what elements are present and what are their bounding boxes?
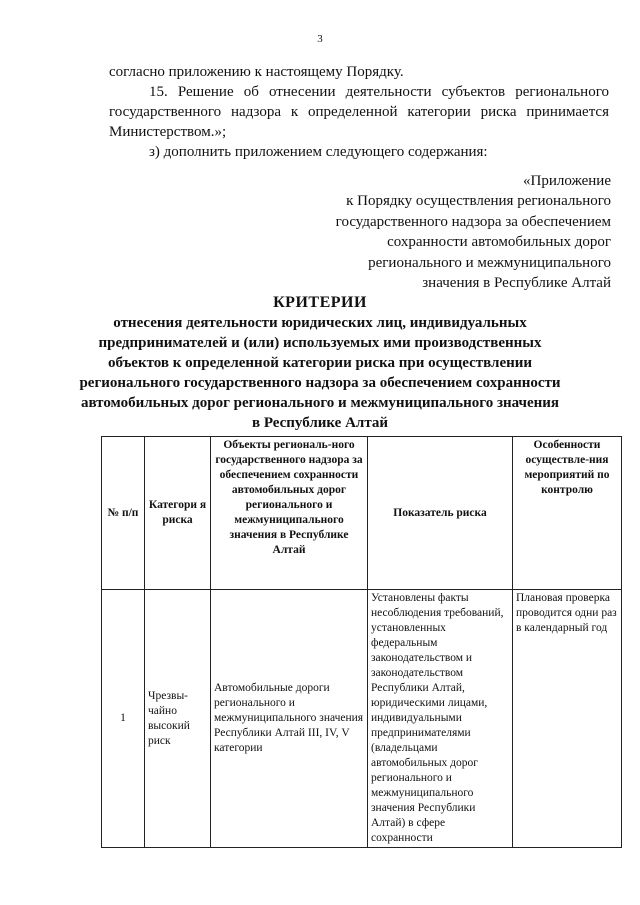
header-objects: Объекты региональ-ного государственного надзора за обеспечением сохранности автомобильных дорог регионального и межмуниципального значения в Республике Алтай <box>211 437 368 590</box>
table-header-row <box>102 437 622 590</box>
appendix-line: сохранности автомобильных дорог <box>387 234 611 251</box>
page-number: 3 <box>317 33 323 45</box>
cell-objects: Автомобильные дороги регионального и межмуниципального значения Республики Алтай III, IV, V категории <box>211 590 368 848</box>
appendix-line: к Порядку осуществления регионального <box>346 193 611 210</box>
cell-indicator: Установлены факты несоблюдения требований, установленных федеральным законодательством и законодательством Республики Алтай, юридическими лицами, индивидуальными предпринимателями (владельцами автомобильных дорог регионального и межмуниципального значения Республики Алтай) в сфере сохранности <box>368 590 513 848</box>
paragraph-15-line-2: государственного надзора к определенной категории риска принимается <box>109 104 609 120</box>
document-title <box>0 293 640 433</box>
title-line: регионального государственного надзора за обеспечением сохранности <box>79 375 561 391</box>
paragraph-item-z: з) дополнить приложением следующего содержания: <box>149 144 488 160</box>
cell-features: Плановая проверка проводится одни раз в календарный год <box>513 590 622 848</box>
cell-category: Чрезвы-чайно высокий риск <box>145 590 211 848</box>
header-num: № п/п <box>102 437 145 590</box>
paragraph-15-line-1: 15. Решение об отнесении деятельности субъектов регионального <box>149 84 609 100</box>
title-line: предпринимателей и (или) используемых ими производственных <box>98 335 542 351</box>
header-features: Особенности осуществле-ния мероприятий по контролю <box>513 437 622 590</box>
header-category: Категори я риска <box>145 437 211 590</box>
criteria-table <box>101 436 622 848</box>
appendix-line: «Приложение <box>522 173 611 189</box>
title-line: автомобильных дорог регионального и межмуниципального значения <box>80 395 560 411</box>
appendix-line: государственного надзора за обеспечением <box>335 213 611 230</box>
paragraph-15-line-3: Министерством.»; <box>109 124 227 140</box>
body-text <box>109 62 609 162</box>
appendix-line: регионального и межмуниципального <box>368 254 611 271</box>
title-line: в Республике Алтай <box>251 415 389 431</box>
title-main: КРИТЕРИИ <box>273 294 367 311</box>
appendix-line: значения в Республике Алтай <box>422 275 611 292</box>
header-indicator: Показатель риска <box>368 437 513 590</box>
title-line: объектов к определенной категории риска при осуществлении <box>107 355 533 371</box>
table-row <box>102 590 622 848</box>
cell-num: 1 <box>102 590 145 848</box>
title-line: отнесения деятельности юридических лиц, индивидуальных <box>113 315 527 331</box>
appendix-header <box>291 171 611 293</box>
paragraph-line: согласно приложению к настоящему Порядку. <box>109 64 404 80</box>
